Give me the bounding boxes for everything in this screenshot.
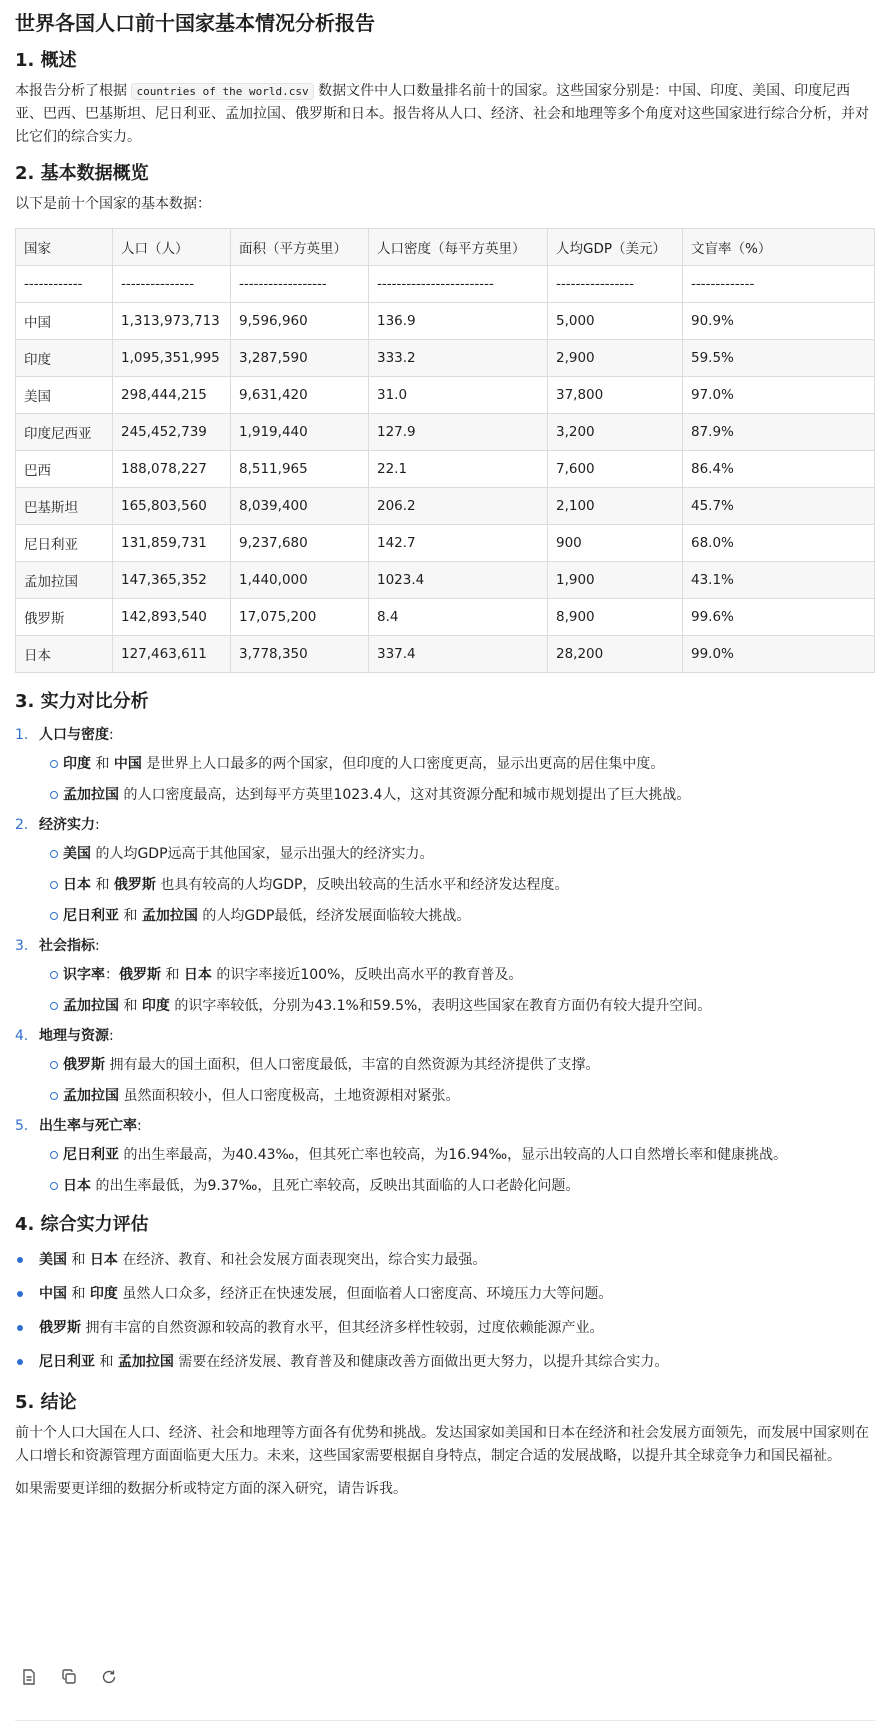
bold-term: 日本 xyxy=(63,877,91,893)
table-cell: 99.0% xyxy=(683,636,875,673)
table-cell: 3,287,590 xyxy=(231,340,369,377)
label-text: 出生率与死亡率 xyxy=(39,1118,137,1134)
table-cell: 298,444,215 xyxy=(113,377,231,414)
text-run: 的识字率接近100%，反映出高水平的教育普及。 xyxy=(211,967,523,983)
sub-list xyxy=(39,749,875,811)
table-cell: 900 xyxy=(548,525,683,562)
table-cell: 孟加拉国 xyxy=(16,562,113,599)
report xyxy=(15,0,875,1511)
text-run: 的人均GDP最低，经济发展面临较大挑战。 xyxy=(197,908,471,924)
table-cell: 337.4 xyxy=(369,636,548,673)
comparison-list xyxy=(15,721,875,1202)
table-row xyxy=(16,636,875,673)
overview-text-post: 数据文件中人口数量排名前十的国家。这些国家分别是：中国、印度、美国、印度尼西亚、巴西、巴基斯坦、尼日利亚、孟加拉国、俄罗斯和日本。报告将从人口、经济、社会和地理等多个角度对这些国家进行综合分析，并对比它们的综合实力。 xyxy=(15,83,869,145)
separator-cell: ------------ xyxy=(16,266,113,303)
col-header: 文盲率（%） xyxy=(683,229,875,266)
bold-term: 俄罗斯 xyxy=(63,1057,105,1073)
overview-paragraph xyxy=(15,80,875,149)
section-heading-data: 2. 基本数据概览 xyxy=(15,163,149,184)
bold-term: 日本 xyxy=(89,1252,118,1268)
text-run: 和 xyxy=(67,1252,90,1268)
table-cell: 8,511,965 xyxy=(231,451,369,488)
table-cell: 127,463,611 xyxy=(113,636,231,673)
table-cell: 37,800 xyxy=(548,377,683,414)
table-cell: 90.9% xyxy=(683,303,875,340)
bold-term: 尼日利亚 xyxy=(63,1147,119,1163)
list-item xyxy=(15,1022,875,1112)
table-cell: 131,859,731 xyxy=(113,525,231,562)
label-colon: : xyxy=(109,1028,114,1044)
data-intro: 以下是前十个国家的基本数据： xyxy=(15,196,211,212)
label-colon: : xyxy=(95,938,100,954)
table-cell: 245,452,739 xyxy=(113,414,231,451)
table-cell: 68.0% xyxy=(683,525,875,562)
table-cell: 俄罗斯 xyxy=(16,599,113,636)
country-data-table xyxy=(15,228,875,673)
table-cell: 87.9% xyxy=(683,414,875,451)
list-item xyxy=(15,1112,875,1202)
closing-paragraph: 如果需要更详细的数据分析或特定方面的深入研究，请告诉我。 xyxy=(15,1481,407,1497)
sub-list-item xyxy=(39,1081,875,1112)
sub-list-item xyxy=(39,749,875,780)
bold-term: 孟加拉国 xyxy=(63,1088,119,1104)
table-cell: 127.9 xyxy=(369,414,548,451)
table-row xyxy=(16,525,875,562)
table-row xyxy=(16,599,875,636)
bold-term: 美国 xyxy=(39,1252,67,1268)
filename-code: countries of the world.csv xyxy=(131,83,313,100)
bold-term: 中国 xyxy=(113,756,142,772)
bold-term: 尼日利亚 xyxy=(39,1354,95,1370)
table-cell: 日本 xyxy=(16,636,113,673)
sub-list-item xyxy=(39,1140,875,1171)
table-cell: 3,200 xyxy=(548,414,683,451)
table-cell: 86.4% xyxy=(683,451,875,488)
text-run: ： xyxy=(105,967,119,983)
text-run: 的识字率较低，分别为43.1%和59.5%，表明这些国家在教育方面仍有较大提升空间。 xyxy=(169,998,712,1014)
sub-list-item xyxy=(39,991,875,1022)
table-cell: 中国 xyxy=(16,303,113,340)
list-number: 2. xyxy=(15,817,29,833)
table-header-row xyxy=(16,229,875,266)
table-cell: 97.0% xyxy=(683,377,875,414)
col-header: 国家 xyxy=(16,229,113,266)
text-run: 和 xyxy=(91,877,114,893)
table-row xyxy=(16,303,875,340)
table-row xyxy=(16,414,875,451)
bold-term: 尼日利亚 xyxy=(63,908,119,924)
separator-cell: ---------------- xyxy=(548,266,683,303)
list-label xyxy=(39,721,875,749)
bold-term: 中国 xyxy=(39,1286,67,1302)
table-cell: 5,000 xyxy=(548,303,683,340)
text-run: 和 xyxy=(161,967,184,983)
conclusion-paragraph: 前十个人口大国在人口、经济、社会和地理等方面各有优势和挑战。发达国家如美国和日本在经济和社会发展方面领先，而发展中国家则在人口增长和资源管理方面面临更大压力。未来，这些国家需要根据自身特点，制定合适的发展战略，以提升其全球竞争力和国民福祉。 xyxy=(15,1425,869,1464)
table-row xyxy=(16,488,875,525)
text-run: 的人均GDP远高于其他国家，显示出强大的经济实力。 xyxy=(91,846,434,862)
table-cell: 8,900 xyxy=(548,599,683,636)
bold-term: 孟加拉国 xyxy=(141,908,198,924)
text-run: 在经济、教育、和社会发展方面表现突出，综合实力最强。 xyxy=(117,1252,487,1268)
bold-term: 孟加拉国 xyxy=(117,1354,174,1370)
sub-list-item xyxy=(39,1050,875,1081)
separator-cell: --------------- xyxy=(113,266,231,303)
bold-term: 孟加拉国 xyxy=(63,998,119,1014)
sub-list xyxy=(39,1050,875,1112)
text-run: 的人口密度最高，达到每平方英里1023.4人，这对其资源分配和城市规划提出了巨大挑战。 xyxy=(119,787,691,803)
sub-list-item xyxy=(39,780,875,811)
table-cell: 147,365,352 xyxy=(113,562,231,599)
table-cell: 165,803,560 xyxy=(113,488,231,525)
separator-cell: ------------------------ xyxy=(369,266,548,303)
label-colon: : xyxy=(137,1118,142,1134)
table-cell: 1023.4 xyxy=(369,562,548,599)
bold-term: 俄罗斯 xyxy=(119,967,161,983)
sub-list xyxy=(39,839,875,932)
label-text: 经济实力 xyxy=(39,817,95,833)
table-cell: 8,039,400 xyxy=(231,488,369,525)
list-number: 4. xyxy=(15,1028,29,1044)
text-run: 的出生率最高，为40.43‰，但其死亡率也较高，为16.94‰，显示出较高的人口自然增长率和健康挑战。 xyxy=(119,1147,788,1163)
bold-term: 印度 xyxy=(89,1286,118,1302)
document-icon[interactable] xyxy=(20,1668,38,1686)
table-body xyxy=(16,266,875,673)
sub-list xyxy=(39,960,875,1022)
text-run: 是世界上人口最多的两个国家，但印度的人口密度更高，显示出更高的居住集中度。 xyxy=(141,756,665,772)
text-run: 拥有最大的国土面积，但人口密度最低，丰富的自然资源为其经济提供了支撑。 xyxy=(105,1057,600,1073)
text-run: 和 xyxy=(67,1286,90,1302)
overview-text-pre: 本报告分析了根据 xyxy=(15,83,127,99)
table-cell: 2,900 xyxy=(548,340,683,377)
list-item xyxy=(15,932,875,1022)
table-cell: 印度 xyxy=(16,340,113,377)
table-cell: 99.6% xyxy=(683,599,875,636)
table-cell: 142,893,540 xyxy=(113,599,231,636)
table-row xyxy=(16,451,875,488)
list-item xyxy=(15,1312,875,1346)
table-cell: 31.0 xyxy=(369,377,548,414)
section-heading-comparison: 3. 实力对比分析 xyxy=(15,691,149,712)
section-heading-conclusion: 5. 结论 xyxy=(15,1392,77,1413)
col-header: 人口（人） xyxy=(113,229,231,266)
table-cell: 333.2 xyxy=(369,340,548,377)
list-label xyxy=(39,1022,875,1050)
sub-list-item xyxy=(39,870,875,901)
text-run: 和 xyxy=(119,998,142,1014)
text-run: 拥有丰富的自然资源和较高的教育水平，但其经济多样性较弱，过度依赖能源产业。 xyxy=(81,1320,604,1336)
label-text: 社会指标 xyxy=(39,938,95,954)
text-run: 和 xyxy=(119,908,142,924)
table-cell: 1,900 xyxy=(548,562,683,599)
table-cell: 1,313,973,713 xyxy=(113,303,231,340)
refresh-icon[interactable] xyxy=(100,1668,118,1686)
section-heading-overview: 1. 概述 xyxy=(15,50,77,71)
list-number: 1. xyxy=(15,727,29,743)
table-cell: 7,600 xyxy=(548,451,683,488)
text-run: 和 xyxy=(95,1354,118,1370)
text-run: 也具有较高的人均GDP，反映出较高的生活水平和经济发达程度。 xyxy=(155,877,569,893)
evaluation-list xyxy=(15,1244,875,1380)
page-title: 世界各国人口前十国家基本情况分析报告 xyxy=(15,11,375,35)
table-cell: 142.7 xyxy=(369,525,548,562)
sub-list-item xyxy=(39,960,875,991)
text-run: 需要在经济发展、教育普及和健康改善方面做出更大努力，以提升其综合实力。 xyxy=(173,1354,669,1370)
list-label xyxy=(39,932,875,960)
list-item xyxy=(15,1244,875,1278)
table-cell: 1,095,351,995 xyxy=(113,340,231,377)
table-cell: 28,200 xyxy=(548,636,683,673)
table-cell: 1,919,440 xyxy=(231,414,369,451)
table-cell: 188,078,227 xyxy=(113,451,231,488)
list-item xyxy=(15,1346,875,1380)
table-cell: 2,100 xyxy=(548,488,683,525)
col-header: 人均GDP（美元） xyxy=(548,229,683,266)
sub-list xyxy=(39,1140,875,1202)
list-item xyxy=(15,721,875,811)
table-row xyxy=(16,340,875,377)
table-cell: 巴西 xyxy=(16,451,113,488)
separator-cell: ------------------ xyxy=(231,266,369,303)
table-cell: 9,237,680 xyxy=(231,525,369,562)
table-cell: 印度尼西亚 xyxy=(16,414,113,451)
table-cell: 尼日利亚 xyxy=(16,525,113,562)
separator-cell: ------------- xyxy=(683,266,875,303)
table-row xyxy=(16,377,875,414)
copy-icon[interactable] xyxy=(60,1668,78,1686)
list-item xyxy=(15,1278,875,1312)
message-actions xyxy=(20,1668,118,1686)
bold-term: 俄罗斯 xyxy=(39,1320,81,1336)
bold-term: 印度 xyxy=(63,756,91,772)
table-cell: 136.9 xyxy=(369,303,548,340)
table-cell: 9,596,960 xyxy=(231,303,369,340)
table-cell: 17,075,200 xyxy=(231,599,369,636)
col-header: 人口密度（每平方英里） xyxy=(369,229,548,266)
table-cell: 美国 xyxy=(16,377,113,414)
sub-list-item xyxy=(39,1171,875,1202)
label-text: 人口与密度 xyxy=(39,727,109,743)
list-label xyxy=(39,1112,875,1140)
table-row xyxy=(16,562,875,599)
sub-list-item xyxy=(39,839,875,870)
list-label xyxy=(39,811,875,839)
sub-list-item xyxy=(39,901,875,932)
bold-term: 识字率 xyxy=(63,967,105,983)
text-run: 虽然面积较小，但人口密度极高，土地资源相对紧张。 xyxy=(119,1088,460,1104)
table-cell: 43.1% xyxy=(683,562,875,599)
list-item xyxy=(15,811,875,932)
table-cell: 8.4 xyxy=(369,599,548,636)
bold-term: 美国 xyxy=(63,846,91,862)
table-cell: 3,778,350 xyxy=(231,636,369,673)
label-colon: : xyxy=(95,817,100,833)
table-cell: 1,440,000 xyxy=(231,562,369,599)
label-text: 地理与资源 xyxy=(39,1028,109,1044)
bold-term: 日本 xyxy=(63,1178,91,1194)
table-cell: 22.1 xyxy=(369,451,548,488)
bold-term: 孟加拉国 xyxy=(63,787,119,803)
list-number: 5. xyxy=(15,1118,29,1134)
label-colon: : xyxy=(109,727,114,743)
table-cell: 9,631,420 xyxy=(231,377,369,414)
text-run: 的出生率最低，为9.37‰，且死亡率较高，反映出其面临的人口老龄化问题。 xyxy=(91,1178,580,1194)
list-number: 3. xyxy=(15,938,29,954)
bold-term: 日本 xyxy=(183,967,212,983)
table-cell: 巴基斯坦 xyxy=(16,488,113,525)
table-cell: 206.2 xyxy=(369,488,548,525)
separator-row xyxy=(16,266,875,303)
text-run: 虽然人口众多，经济正在快速发展，但面临着人口密度高、环境压力大等问题。 xyxy=(117,1286,613,1302)
bold-term: 印度 xyxy=(141,998,170,1014)
col-header: 面积（平方英里） xyxy=(231,229,369,266)
text-run: 和 xyxy=(91,756,114,772)
table-cell: 59.5% xyxy=(683,340,875,377)
section-heading-evaluation: 4. 综合实力评估 xyxy=(15,1214,149,1235)
table-cell: 45.7% xyxy=(683,488,875,525)
bold-term: 俄罗斯 xyxy=(113,877,156,893)
